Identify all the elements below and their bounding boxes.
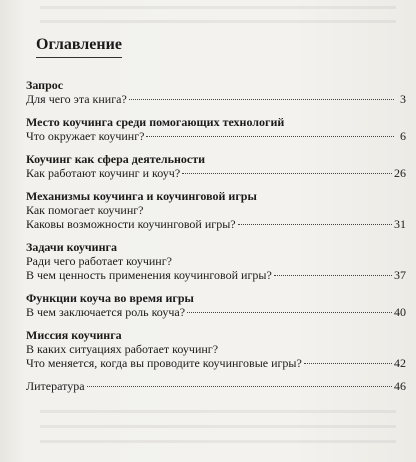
toc-entry[interactable] xyxy=(26,305,406,319)
bleed-through-line xyxy=(40,20,396,23)
toc-entry[interactable] xyxy=(26,217,406,231)
entry-text: Для чего эта книга? xyxy=(26,92,127,106)
page-number: 6 xyxy=(400,129,406,143)
leader-dots xyxy=(187,312,392,313)
toc-section xyxy=(26,291,406,319)
toc-section xyxy=(26,189,406,231)
leader-dots xyxy=(238,224,392,225)
toc-entry[interactable] xyxy=(26,356,406,370)
toc-entry[interactable] xyxy=(26,166,406,180)
entry-text: Что окружает коучинг? xyxy=(26,129,145,143)
entry-text: В чем заключается роль коуча? xyxy=(26,305,186,319)
section-heading: Миссия коучинга xyxy=(26,328,122,342)
leader-dots xyxy=(87,386,392,387)
page-number: 26 xyxy=(394,166,406,180)
toc-title: Оглавление xyxy=(36,36,122,58)
leader-dots xyxy=(182,173,392,174)
entry-text: Что меняется, когда вы проводите коучинговые игры? xyxy=(26,356,302,370)
entry-text: В чем ценность применения коучинговой игры? xyxy=(26,268,272,282)
toc-entry-literature[interactable] xyxy=(26,379,406,393)
toc-section xyxy=(26,115,406,143)
toc-subline[interactable]: Как помогает коучинг? xyxy=(26,203,144,217)
bleed-through-line xyxy=(40,425,396,428)
entry-text: Литература xyxy=(26,379,85,393)
entry-text: Как работают коучинг и коуч? xyxy=(26,166,181,180)
toc-section xyxy=(26,152,406,180)
page-number: 46 xyxy=(394,379,406,393)
section-heading: Механизмы коучинга и коучинговой игры xyxy=(26,189,257,203)
leader-dots xyxy=(146,136,394,137)
page-number: 31 xyxy=(394,217,406,231)
leader-dots xyxy=(274,275,392,276)
toc-entry[interactable] xyxy=(26,129,406,143)
page-number: 42 xyxy=(394,356,406,370)
bleed-through-line xyxy=(40,410,396,413)
section-heading: Место коучинга среди помогающих технологий xyxy=(26,115,285,129)
toc-subline[interactable]: В каких ситуациях работает коучинг? xyxy=(26,342,219,356)
section-heading: Функции коуча во время игры xyxy=(26,291,194,305)
section-heading: Коучинг как сфера деятельности xyxy=(26,152,206,166)
toc-subline[interactable]: Ради чего работает коучинг? xyxy=(26,254,172,268)
toc-entry[interactable] xyxy=(26,92,406,106)
section-heading: Задачи коучинга xyxy=(26,240,117,254)
leader-dots xyxy=(304,363,392,364)
page-number: 37 xyxy=(394,268,406,282)
toc-section xyxy=(26,78,406,106)
page-number: 40 xyxy=(394,305,406,319)
page-number: 3 xyxy=(400,92,406,106)
entry-text: Каковы возможности коучинговой игры? xyxy=(26,217,236,231)
table-of-contents xyxy=(26,36,406,393)
bleed-through-line xyxy=(40,440,396,443)
bleed-through-line xyxy=(40,6,396,9)
toc-entry[interactable] xyxy=(26,268,406,282)
section-heading: Запрос xyxy=(26,78,64,92)
leader-dots xyxy=(129,99,394,100)
toc-section xyxy=(26,328,406,370)
toc-section xyxy=(26,240,406,282)
